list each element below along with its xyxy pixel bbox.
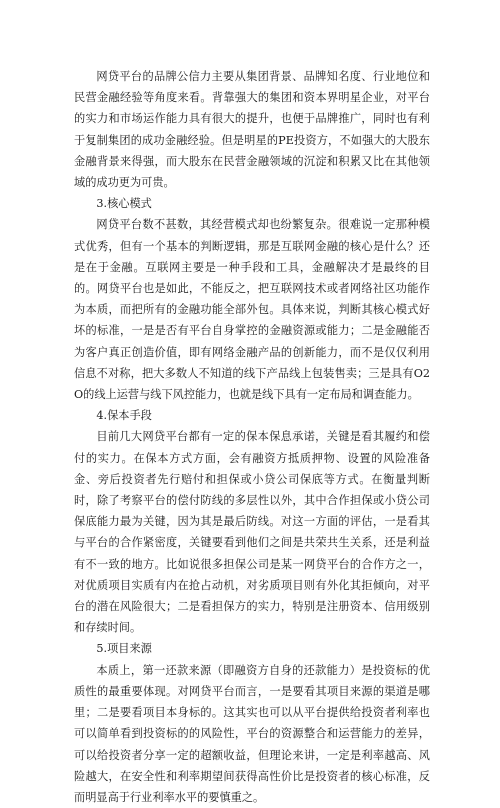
paragraph-capital-guarantee: 目前几大网贷平台都有一定的保本保息承诺，关键是看其履约和偿付的实力。在保本方式方面，会有融资方抵质押物、设置的风险准备金、旁后投资者先行赔付和担保或小贷公司保底等方式。在衡量判断时，除了考察平台的偿付防线的多层性以外，其中合作担保或小贷公司保底能力最为关键，因为其是最后防线。对这一方面的评估，一是看其与平台的合作紧密度，关键要看到他们之间是共荣共生关系，还是利益有不一致的地方。比如说很多担保公司是某一网贷平台的合作方之一，对优质项目实质有内在抢占动机，对劣质项目则有外化其拒倾向，对平台的潜在风险很大；二是看担保方的实力，特别是注册资本、信用级别和存续时间。	[74, 430, 430, 635]
document-body	[74, 66, 430, 808]
section-heading-project-source: 5.项目来源	[96, 642, 152, 656]
paragraph-project-source: 本质上，第一还款来源（即融资方自身的还款能力）是投资标的优质性的最重要体现。对网贷平台而言，一是要看其项目来源的渠道是哪里；二是要看项目本身标的。这其实也可以从平台提供给投资者利率也可以简单看到投资标的的风险性，平台的资源整合和运营能力的差异，可以给投资者分享一定的超额收益，但理论来讲，一定是利率越高、风险越大，在安全性和利率期望间获得高性价比是投资者的核心标准，反而明显高于行业利率水平的要慎重之。	[74, 663, 430, 804]
section-heading-core-model: 3.核心模式	[96, 197, 152, 211]
paragraph-brand-credibility: 网贷平台的品牌公信力主要从集团背景、品牌知名度、行业地位和民营金融经验等角度来看。背靠强大的集团和资本界明星企业，对平台的实力和市场运作能力具有很大的提升，也便于品牌推广，同时也有利于复制集团的成功金融经验。但是明星的PE投资方，不如强大的大股东金融背景来得强，而大股东在民营金融领域的沉淀和积累又比在其他领域的成功更为可贵。	[74, 70, 430, 190]
paragraph-core-model: 网贷平台数不甚数，其经营模式却也纷繁复杂。很难说一定那种模式优秀，但有一个基本的判断逻辑，那是互联网金融的核心是什么？还是在于金融。互联网主要是一种手段和工具，金融解决才是最终的目的。网贷平台也是如此，不能反之，把互联网技术或者网络社区功能作为本质，而把所有的金融功能全部外包。具体来说，判断其核心模式好坏的标准，一是是否有平台自身掌控的金融资源或能力；二是金融能否为客户真正创造价值，即有网络金融产品的创新能力，而不是仅仅利用信息不对称，把大多数人不知道的线下产品线上包装售卖；三是具有O2O的线上运营与线下风控能力，也就是线下具有一定布局和调查能力。	[74, 218, 430, 402]
section-heading-capital-guarantee: 4.保本手段	[96, 409, 152, 423]
